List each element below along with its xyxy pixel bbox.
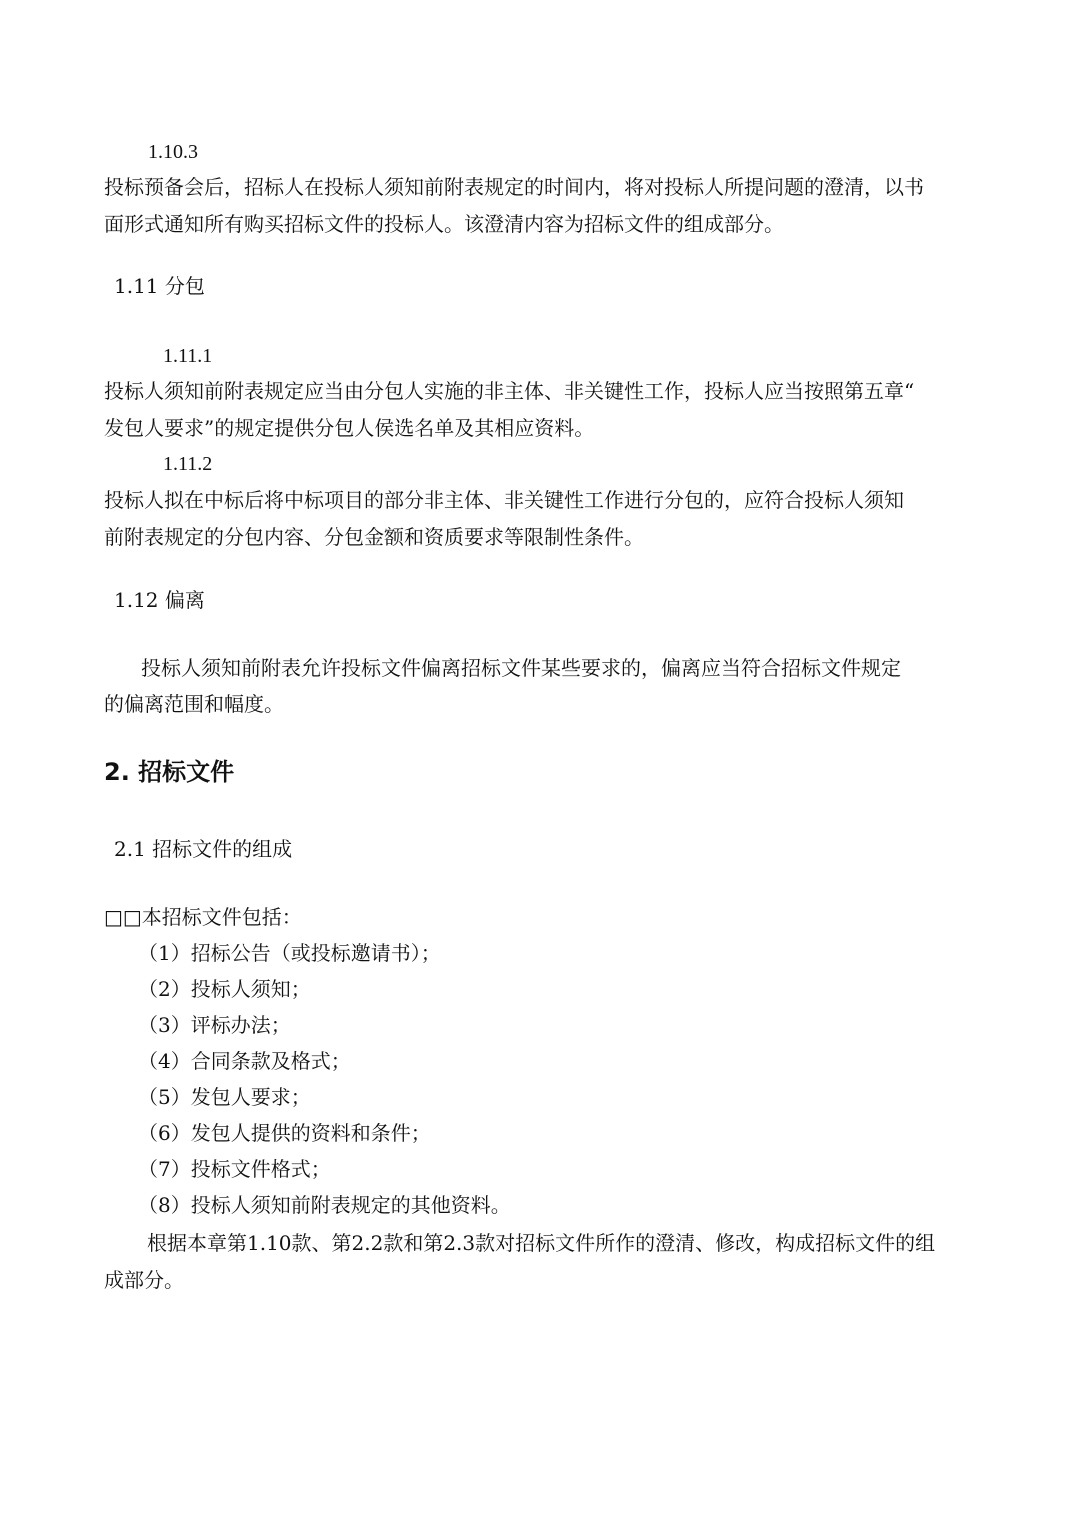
- section-heading-1-12: 1.12 偏离: [114, 588, 205, 612]
- list-item: （2）投标人须知；: [138, 977, 311, 1001]
- list-item: （6）发包人提供的资料和条件；: [138, 1121, 431, 1145]
- clause-number-1-11-1: 1.11.1: [163, 345, 213, 367]
- clause-1-12-line-1: 投标人须知前附表允许投标文件偏离招标文件某些要求的，偏离应当符合招标文件规定: [141, 656, 901, 680]
- clause-2-1-closing-line-1: 根据本章第1.10款、第2.2款和第2.3款对招标文件所作的澄清、修改，构成招标文件的组: [147, 1231, 936, 1255]
- section-heading-1-11: 1.11 分包: [114, 274, 205, 298]
- clause-2-1-intro: □□本招标文件包括：: [104, 905, 302, 929]
- clause-number-1-10-3: 1.10.3: [148, 141, 198, 163]
- list-item: （8）投标人须知前附表规定的其他资料。: [138, 1193, 511, 1217]
- clause-2-1-closing-line-2: 成部分。: [104, 1268, 184, 1292]
- clause-1-11-1-line-2: 发包人要求”的规定提供分包人侯选名单及其相应资料。: [104, 416, 595, 440]
- clause-1-11-2-line-2: 前附表规定的分包内容、分包金额和资质要求等限制性条件。: [104, 525, 644, 549]
- clause-1-10-3-line-1: 投标预备会后，招标人在投标人须知前附表规定的时间内，将对投标人所提问题的澄清，以书: [104, 175, 924, 199]
- list-item: （5）发包人要求；: [138, 1085, 311, 1109]
- list-item: （4）合同条款及格式；: [138, 1049, 351, 1073]
- section-heading-2-1: 2.1 招标文件的组成: [114, 837, 293, 861]
- list-item: （1）招标公告（或投标邀请书）；: [138, 941, 441, 965]
- clause-1-11-1-line-1: 投标人须知前附表规定应当由分包人实施的非主体、非关键性工作，投标人应当按照第五章“: [104, 379, 915, 403]
- clause-number-1-11-2: 1.11.2: [163, 453, 213, 475]
- clause-1-10-3-line-2: 面形式通知所有购买招标文件的投标人。该澄清内容为招标文件的组成部分。: [104, 212, 784, 236]
- chapter-heading-2: 2. 招标文件: [104, 758, 235, 786]
- clause-1-12-line-2: 的偏离范围和幅度。: [104, 692, 284, 716]
- list-item: （7）投标文件格式；: [138, 1157, 331, 1181]
- clause-1-11-2-line-1: 投标人拟在中标后将中标项目的部分非主体、非关键性工作进行分包的，应符合投标人须知: [104, 488, 904, 512]
- list-item: （3）评标办法；: [138, 1013, 291, 1037]
